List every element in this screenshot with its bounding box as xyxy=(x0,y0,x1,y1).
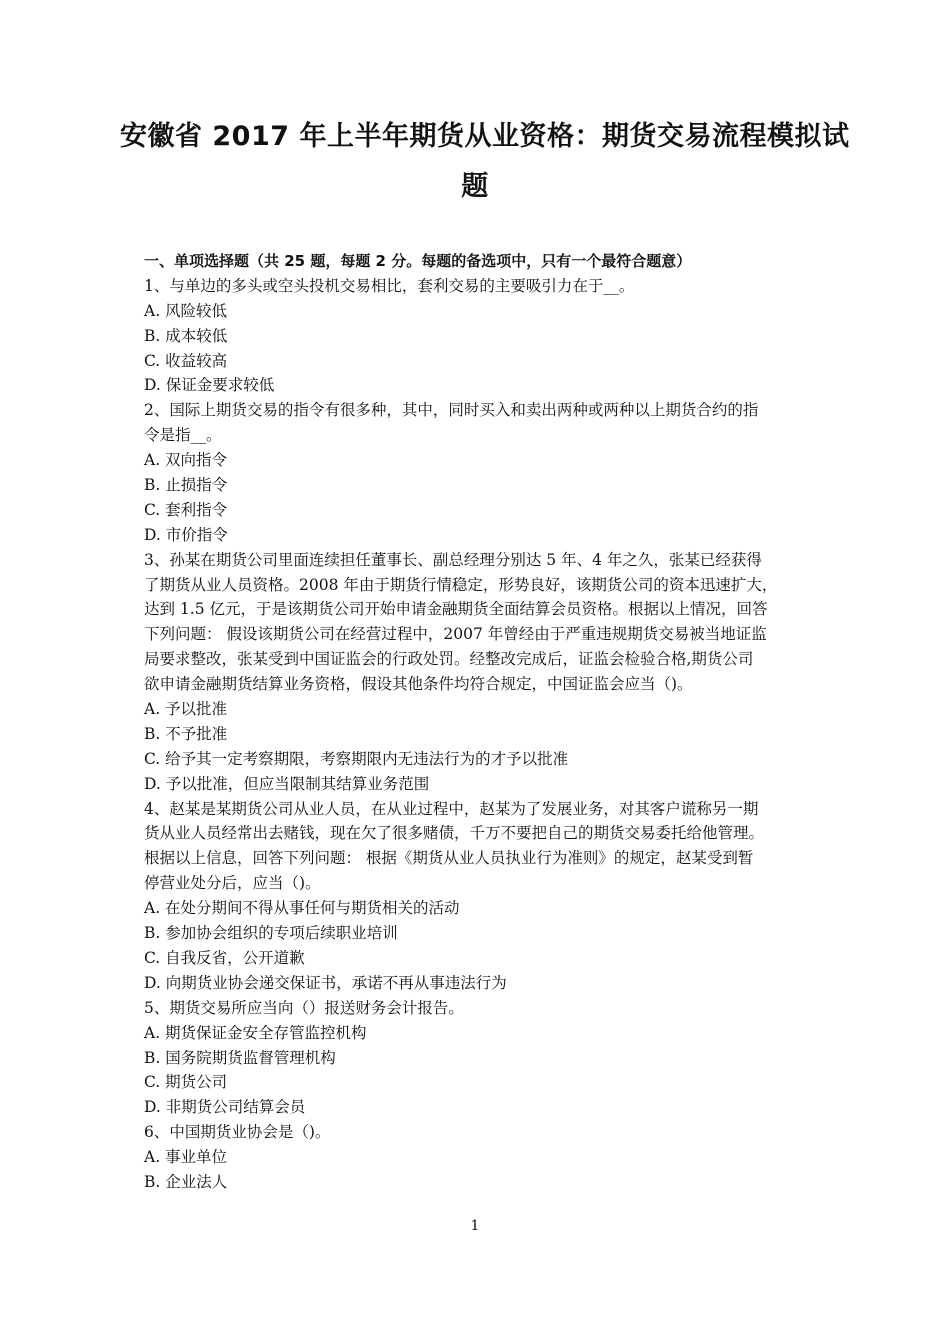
question-3-option-a: A. 予以批准 xyxy=(144,700,228,719)
question-5-option-d: D. 非期货公司结算会员 xyxy=(144,1098,306,1117)
question-3-stem-line-4: 下列问题： 假设该期货公司在经营过程中，2007 年曾经由于严重违规期货交易被当地证监 xyxy=(144,625,767,644)
question-1-stem: 1、与单边的多头或空头投机交易相比，套利交易的主要吸引力在于__。 xyxy=(144,276,635,295)
title-line-1: 安徽省 2017 年上半年期货从业资格：期货交易流程模拟试 xyxy=(120,121,850,152)
question-3-option-c: C. 给予其一定考察期限，考察期限内无违法行为的才予以批准 xyxy=(144,749,569,768)
question-4-stem-line-1: 4、赵某是某期货公司从业人员，在从业过程中，赵某为了发展业务，对其客户谎称另一期 xyxy=(144,799,759,818)
question-5-stem: 5、期货交易所应当向（）报送财务会计报告。 xyxy=(144,998,464,1017)
question-4-option-a: A. 在处分期间不得从事任何与期货相关的活动 xyxy=(144,899,460,918)
question-5-option-a: A. 期货保证金安全存管监控机构 xyxy=(144,1023,367,1042)
question-3-option-b: B. 不予批准 xyxy=(144,724,228,743)
question-6-stem: 6、中国期货业协会是（)。 xyxy=(144,1123,331,1142)
question-3-stem-line-6: 欲申请金融期货结算业务资格，假设其他条件均符合规定，中国证监会应当（)。 xyxy=(144,675,693,694)
question-4-option-c: C. 自我反省，公开道歉 xyxy=(144,948,305,967)
document-title xyxy=(120,112,850,212)
document-body xyxy=(144,249,814,1195)
question-1-option-c: C. 收益较高 xyxy=(144,351,228,370)
page-number: 1 xyxy=(470,1218,480,1234)
question-3-stem-line-3: 达到 1.5 亿元，于是该期货公司开始申请金融期货全面结算会员资格。根据以上情况，回答 xyxy=(144,600,768,619)
question-4-stem-line-3: 根据以上信息，回答下列问题： 根据《期货从业人员执业行为准则》的规定，赵某受到暂 xyxy=(144,849,754,868)
question-2-option-a: A. 双向指令 xyxy=(144,451,228,470)
question-5-option-c: C. 期货公司 xyxy=(144,1073,228,1092)
question-2-option-b: B. 止损指令 xyxy=(144,476,228,495)
title-line-2: 题 xyxy=(461,171,489,202)
question-3-option-d: D. 予以批准，但应当限制其结算业务范围 xyxy=(144,774,430,793)
question-2-stem-line-1: 2、国际上期货交易的指令有很多种，其中，同时买入和卖出两种或两种以上期货合约的指 xyxy=(144,401,759,420)
question-4-option-b: B. 参加协会组织的专项后续职业培训 xyxy=(144,924,398,943)
question-2-stem-line-2: 令是指__。 xyxy=(144,426,222,445)
question-6-option-b: B. 企业法人 xyxy=(144,1172,228,1191)
question-4-option-d: D. 向期货业协会递交保证书，承诺不再从事违法行为 xyxy=(144,973,507,992)
question-3-stem-line-5: 局要求整改，张某受到中国证监会的行政处罚。经整改完成后，证监会检验合格,期货公司 xyxy=(144,650,754,669)
question-1-option-d: D. 保证金要求较低 xyxy=(144,376,275,395)
question-3-stem-line-1: 3、孙某在期货公司里面连续担任董事长、副总经理分别达 5 年、4 年之久，张某已经获得 xyxy=(144,550,762,569)
section-heading: 一、单项选择题（共 25 题，每题 2 分。每题的备选项中，只有一个最符合题意） xyxy=(144,252,692,270)
question-2-option-d: D. 市价指令 xyxy=(144,525,228,544)
question-1-option-a: A. 风险较低 xyxy=(144,301,228,320)
question-4-stem-line-4: 停营业处分后，应当（)。 xyxy=(144,874,321,893)
question-4-stem-line-2: 货从业人员经常出去赌钱，现在欠了很多赌债，千万不要把自己的期货交易委托给他管理。 xyxy=(144,824,765,843)
question-2-option-c: C. 套利指令 xyxy=(144,500,228,519)
question-5-option-b: B. 国务院期货监督管理机构 xyxy=(144,1048,336,1067)
question-6-option-a: A. 事业单位 xyxy=(144,1148,228,1167)
question-1-option-b: B. 成本较低 xyxy=(144,326,228,345)
question-3-stem-line-2: 了期货从业人员资格。2008 年由于期货行情稳定，形势良好，该期货公司的资本迅速扩大， xyxy=(144,575,778,594)
